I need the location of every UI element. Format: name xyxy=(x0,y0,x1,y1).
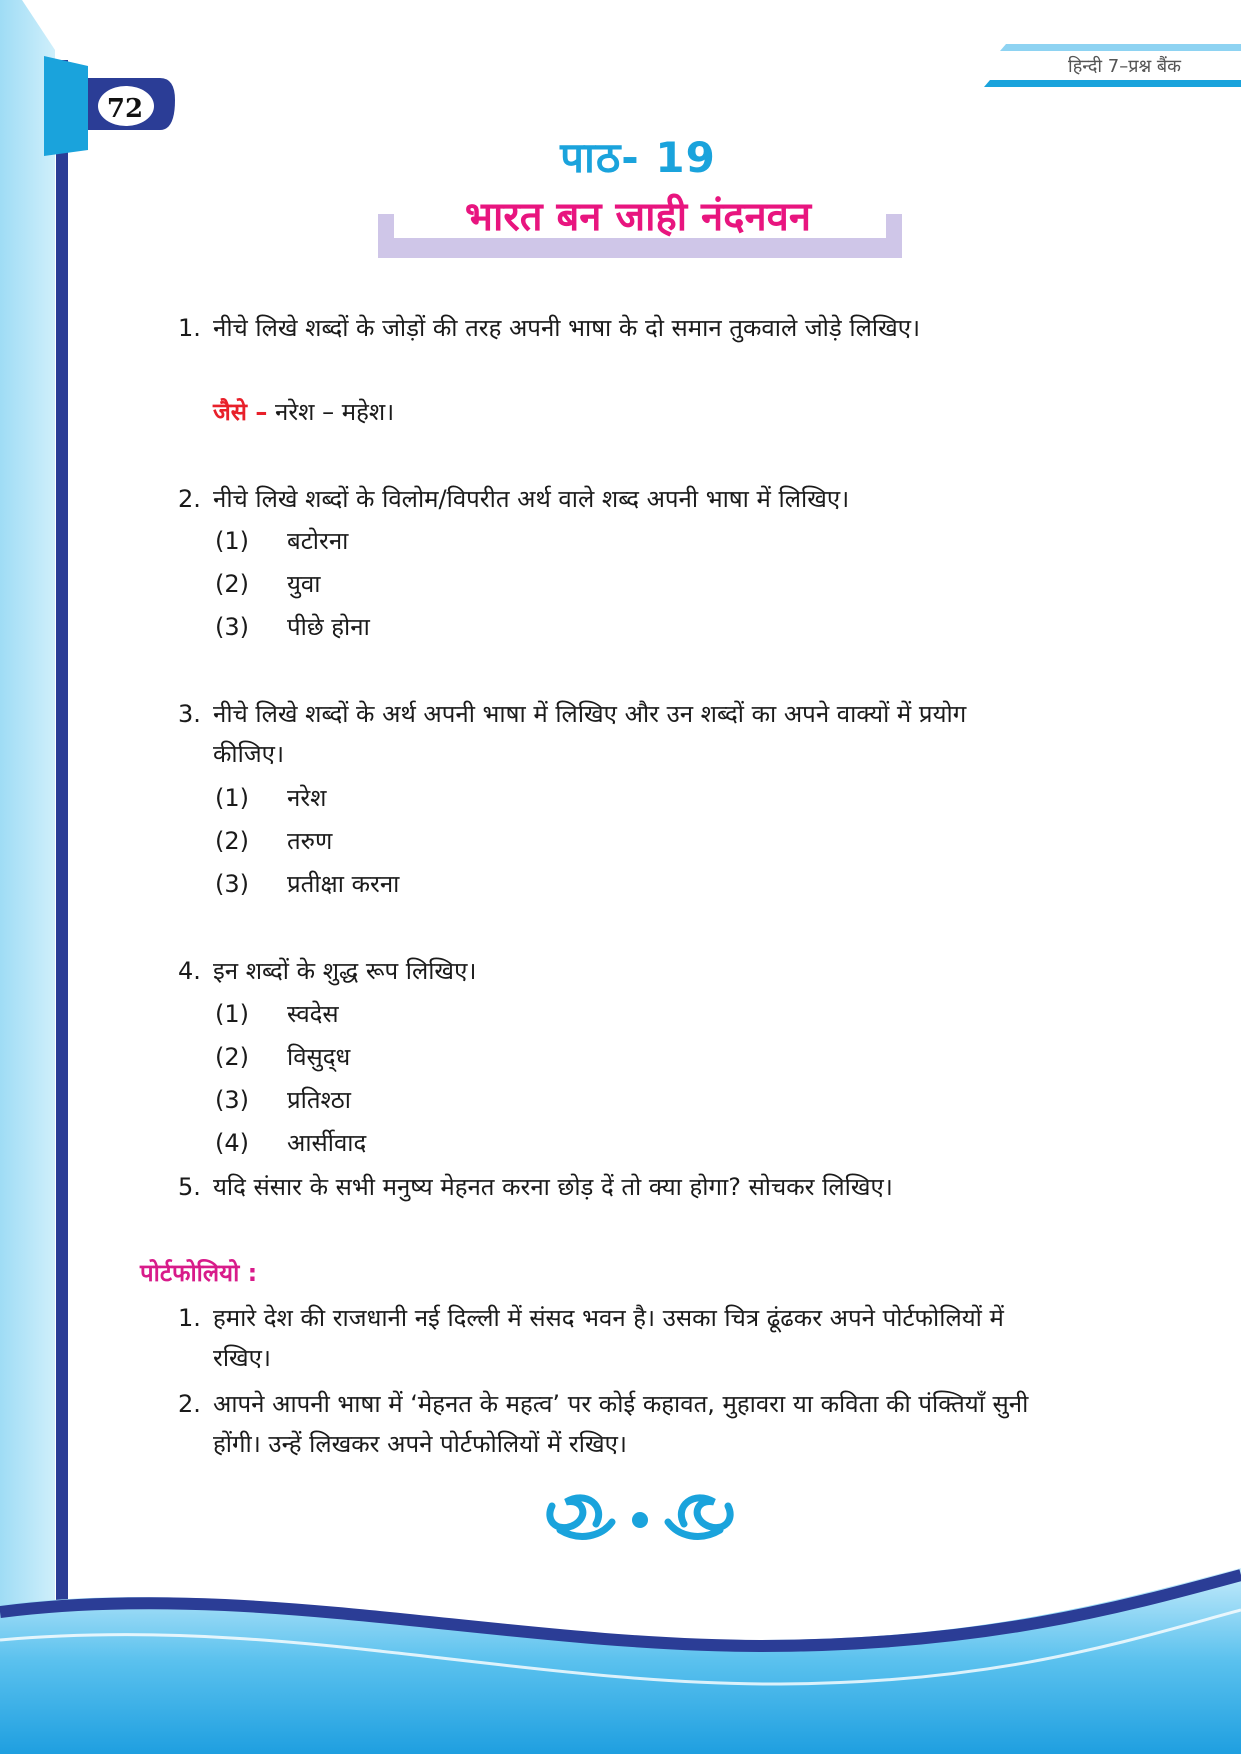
question-4 xyxy=(178,951,1158,991)
portfolio-item-2 xyxy=(178,1384,1168,1464)
list-item xyxy=(215,607,370,647)
list-index: (3) xyxy=(215,613,249,641)
list-text: प्रतीक्षा करना xyxy=(287,870,400,898)
question-number: 4. xyxy=(178,957,201,985)
portfolio-item-number: 2. xyxy=(178,1390,201,1418)
list-text: विसुद्‌ध xyxy=(287,1043,351,1071)
list-index: (2) xyxy=(215,1043,249,1071)
header-line-top xyxy=(1000,44,1241,51)
portfolio-item-line-2: रखिए। xyxy=(213,1344,272,1372)
portfolio-heading: पोर्टफोलियो : xyxy=(140,1259,258,1287)
example-text: नरेश – महेश। xyxy=(275,398,395,426)
question-text-line-2: कीजिए। xyxy=(213,740,285,768)
list-item xyxy=(215,864,399,904)
list-index: (2) xyxy=(215,570,249,598)
list-item xyxy=(215,564,320,604)
left-navy-bar xyxy=(56,60,68,1700)
lesson-number: पाठ- 19 xyxy=(560,133,716,182)
lesson-title: भारत बन जाही नंदनवन xyxy=(464,194,812,240)
list-text: प्रतिश्ठा xyxy=(287,1086,351,1114)
question-3 xyxy=(178,694,1168,774)
question-number: 1. xyxy=(178,314,201,342)
question-number: 5. xyxy=(178,1173,201,1201)
page-number: 72 xyxy=(106,94,144,124)
left-sidebar-strip xyxy=(0,0,55,1754)
list-item xyxy=(215,778,326,818)
question-1 xyxy=(178,308,1158,348)
list-text: तरुण xyxy=(287,827,333,855)
list-index: (1) xyxy=(215,527,249,555)
list-item xyxy=(215,821,332,861)
list-item xyxy=(215,1037,350,1077)
portfolio-item-line-2: होंगी। उन्हें लिखकर अपने पोर्टफोलियों में रखिए। xyxy=(213,1430,627,1458)
question-text: यदि संसार के सभी मनुष्य मेहनत करना छोड़ दें तो क्या होगा? सोचकर लिखिए। xyxy=(213,1173,893,1201)
list-item xyxy=(215,1123,366,1163)
question-number: 3. xyxy=(178,700,201,728)
portfolio-item-1 xyxy=(178,1298,1168,1378)
header-book-title: हिन्दी 7–प्रश्न बैंक xyxy=(1068,56,1181,77)
list-item xyxy=(215,521,348,561)
list-index: (4) xyxy=(215,1129,249,1157)
portfolio-item-line-1: हमारे देश की राजधानी नई दिल्ली में संसद भवन है। उसका चित्र ढूंढकर अपने पोर्टफोलियों में xyxy=(213,1304,1004,1332)
list-item xyxy=(215,1080,351,1120)
header-line-bottom xyxy=(984,80,1241,87)
list-text: आर्सीवाद xyxy=(287,1129,367,1157)
portfolio-item-line-1: आपने आपनी भाषा में ‘मेहनत के महत्व’ पर कोई कहावत, मुहावरा या कविता की पंक्तियाँ सुनी xyxy=(213,1390,1029,1418)
question-text-line-1: नीचे लिखे शब्दों के अर्थ अपनी भाषा में लिखिए और उन शब्दों का अपने वाक्यों में प्रयोग xyxy=(213,700,967,728)
question-1-example xyxy=(213,392,394,432)
list-index: (1) xyxy=(215,784,249,812)
list-text: स्वदेस xyxy=(287,1000,339,1028)
page-tab-fold xyxy=(44,56,88,156)
bottom-wave xyxy=(0,1568,1241,1754)
example-label: जैसे – xyxy=(213,398,268,426)
list-text: नरेश xyxy=(287,784,327,812)
question-number: 2. xyxy=(178,485,201,513)
question-text: नीचे लिखे शब्दों के विलोम/विपरीत अर्थ वाले शब्द अपनी भाषा में लिखिए। xyxy=(213,485,850,513)
end-ornament-dot xyxy=(632,1512,648,1528)
portfolio-item-number: 1. xyxy=(178,1304,201,1332)
list-index: (2) xyxy=(215,827,249,855)
question-5 xyxy=(178,1167,1158,1207)
list-item xyxy=(215,994,339,1034)
list-index: (3) xyxy=(215,1086,249,1114)
question-text: नीचे लिखे शब्दों के जोड़ों की तरह अपनी भाषा के दो समान तुकवाले जोड़े लिखिए। xyxy=(213,314,921,342)
list-text: बटोरना xyxy=(287,527,349,555)
question-text: इन शब्दों के शुद्ध रूप लिखिए। xyxy=(213,957,477,985)
list-index: (1) xyxy=(215,1000,249,1028)
question-2 xyxy=(178,479,1158,519)
list-text: युवा xyxy=(287,570,321,598)
list-text: पीछे होना xyxy=(287,613,370,641)
list-index: (3) xyxy=(215,870,249,898)
